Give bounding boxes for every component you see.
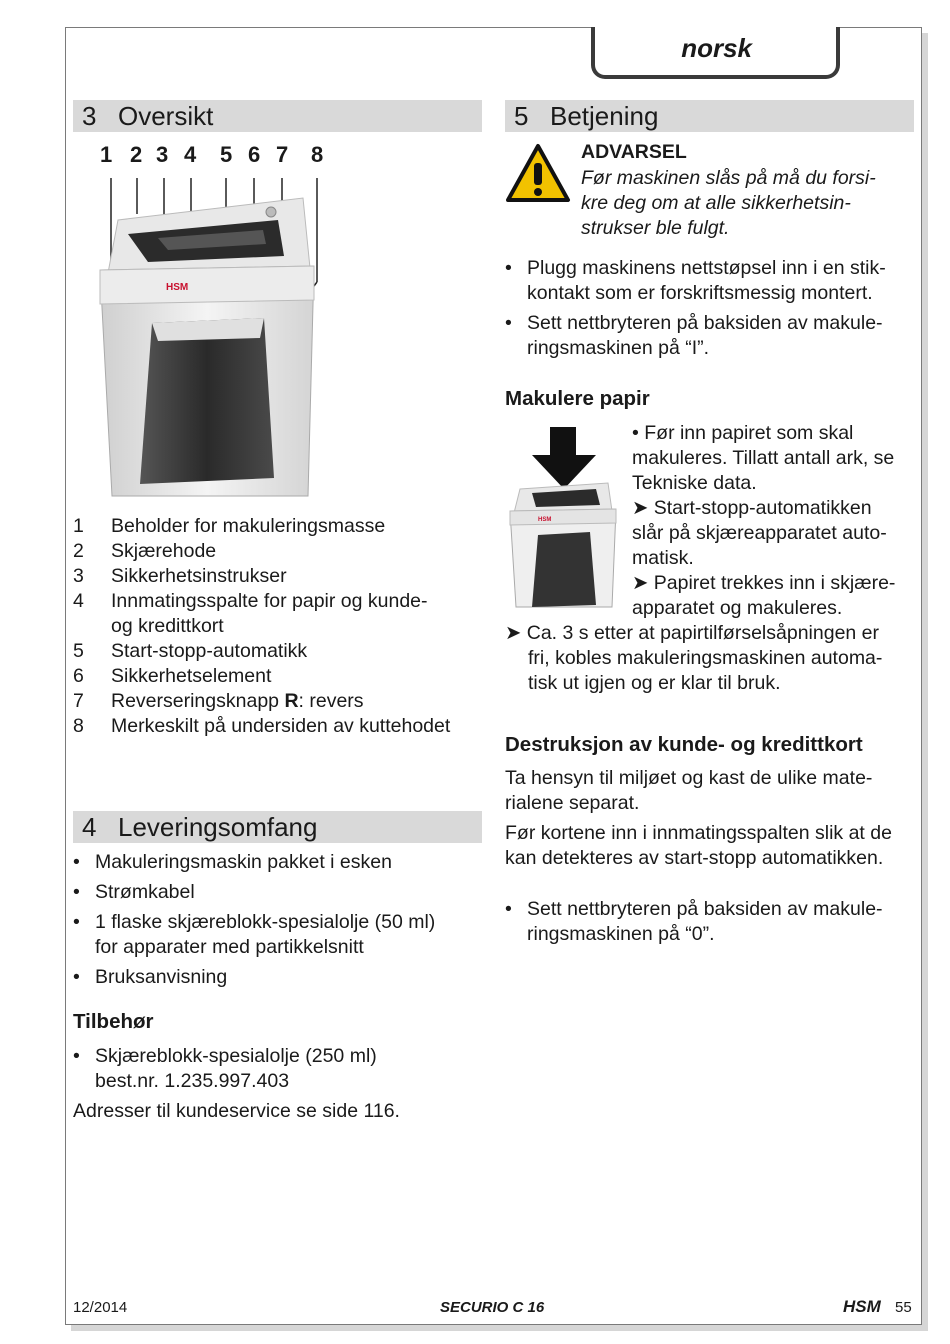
language-label: norsk: [681, 33, 752, 63]
footer-date: 12/2014: [73, 1299, 128, 1316]
list-item: 1 Beholder for makuleringsmasse: [73, 515, 386, 537]
list-item: • Sett nettbryteren på baksiden av makule- ringsmaskinen på “0”.: [505, 898, 883, 945]
shredder-insert-image: [508, 427, 620, 609]
callout-number: 2: [130, 142, 143, 167]
callout-number: 3: [156, 142, 169, 167]
list-item: 3 Sikkerhetsinstrukser: [73, 565, 287, 587]
overview-list: [73, 514, 450, 739]
section-4-heading: [73, 811, 482, 843]
section-3-heading: [73, 100, 482, 132]
list-item: • Plugg maskinens nettstøpsel inn i en stik- kontakt som er forskriftsmessig montert.: [505, 257, 886, 304]
cards-paragraph-2: Før kortene inn i innmatingsspalten slik at de kan detekteres av start-stopp automatikken.: [505, 822, 892, 869]
warning-icon: [505, 143, 571, 203]
delivery-list: [73, 850, 478, 995]
list-item: 5 Start-stopp-automatikk: [73, 640, 308, 662]
section-3-number: 3: [82, 101, 97, 131]
list-item: 6 Sikkerhetselement: [73, 665, 272, 687]
svg-text:HSM: HSM: [166, 282, 189, 293]
callout-number: 1: [100, 142, 113, 167]
callout-number: 4: [184, 142, 197, 167]
shred-steps: • Før inn papiret som skal makuleres. Tillatt antall ark, se Tekniske data. ➤ Start-stopp-automatikken slår på skjæreapparatet auto- matisk. ➤ Papiret trekkes inn i skjære- apparatet og makuleres.: [632, 422, 896, 619]
cards-heading: Destruksjon av kunde- og kredittkort: [505, 733, 863, 756]
list-item: • 1 flaske skjæreblokk-spesialolje (50 ml): [73, 911, 436, 933]
service-note: Adresser til kundeservice se side 116.: [73, 1100, 400, 1122]
callout-number: 8: [311, 142, 324, 167]
operation-list: [505, 256, 915, 366]
cards-list: [505, 897, 915, 952]
callout-number: 5: [220, 142, 233, 167]
warning-text: Før maskinen slås på må du forsi- kre deg om at alle sikkerhetsin- strukser ble fulgt.: [581, 167, 876, 239]
footer-model: SECURIO C 16: [440, 1299, 545, 1316]
shred-after: ➤ Ca. 3 s etter at papirtilførselsåpningen er fri, kobles makuleringsmaskinen automa- tisk ut igjen og er klar til bruk.: [505, 622, 883, 694]
svg-text:HSM: HSM: [538, 517, 552, 523]
shredder-product-image: [88, 178, 338, 500]
footer-brand-logo: HSM: [843, 1297, 881, 1316]
footer-page-number: 55: [895, 1299, 912, 1316]
list-item: 4 Innmatingsspalte for papir og kunde-: [73, 590, 428, 612]
cards-paragraph-1: Ta hensyn til miljøet og kast de ulike mate- rialene separat.: [505, 767, 873, 814]
section-3-title: Oversikt: [118, 101, 214, 131]
accessories-heading: Tilbehør: [73, 1010, 154, 1033]
list-item: • Sett nettbryteren på baksiden av makule- ringsmaskinen på “I”.: [505, 312, 883, 359]
section-5-number: 5: [514, 101, 529, 131]
section-4-title: Leveringsomfang: [118, 812, 318, 842]
list-item: 2 Skjærehode: [73, 540, 217, 562]
list-item: • Skjæreblokk-spesialolje (250 ml): [73, 1045, 377, 1067]
warning-title: ADVARSEL: [581, 141, 687, 163]
list-item: og kredittkort: [111, 615, 224, 637]
section-5-heading: [505, 100, 914, 132]
list-item-continued: best.nr. 1.235.997.403: [95, 1070, 290, 1092]
section-5-title: Betjening: [550, 101, 659, 131]
list-item: • Strømkabel: [73, 881, 195, 903]
section-4-number: 4: [82, 812, 97, 842]
list-item: • Makuleringsmaskin pakket i esken: [73, 851, 392, 873]
shred-heading: Makulere papir: [505, 387, 650, 410]
callout-number: 7: [276, 142, 289, 167]
list-item: 8 Merkeskilt på undersiden av kuttehodet: [73, 715, 451, 737]
language-tab: [591, 27, 840, 79]
list-item-continued: for apparater med partikkelsnitt: [95, 936, 364, 958]
list-item: • Bruksanvisning: [73, 966, 228, 988]
accessories-list: [73, 1044, 377, 1099]
callout-number: 6: [248, 142, 261, 167]
list-item: 7 Reverseringsknapp R: revers: [73, 690, 364, 712]
